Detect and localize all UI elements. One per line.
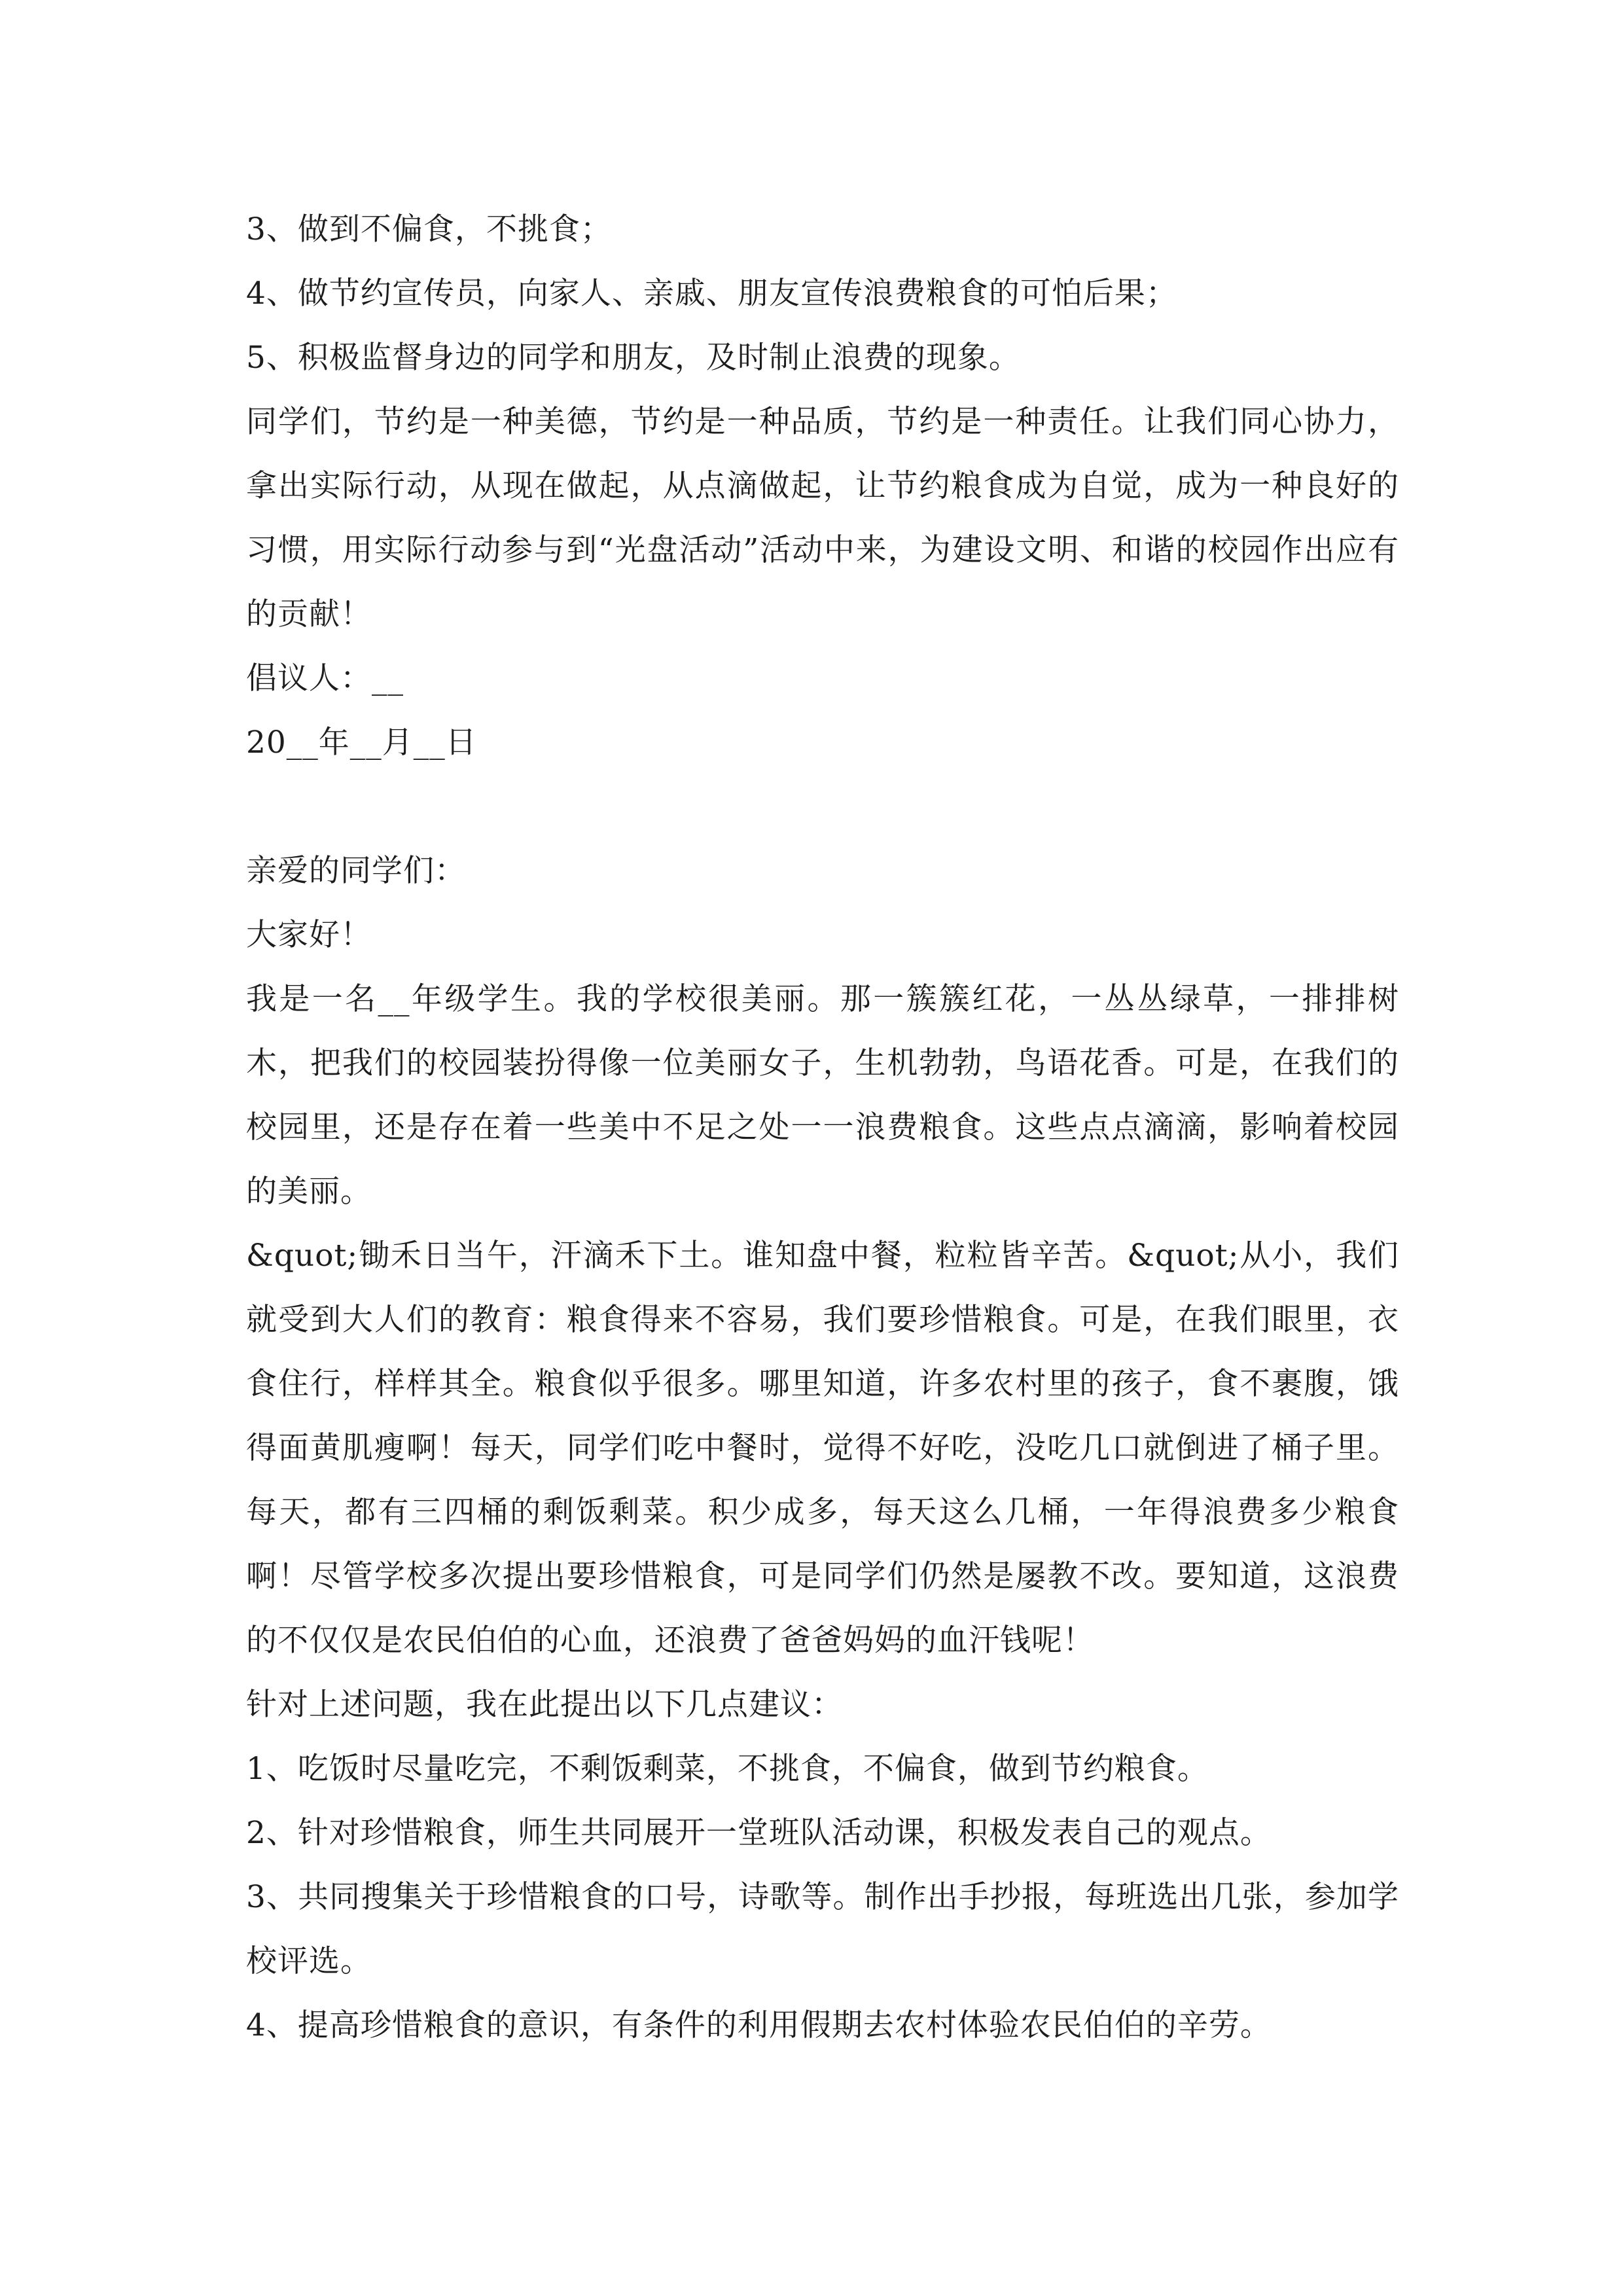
suggestion-item-1: 1、吃饭时尽量吃完，不剩饭剩菜，不挑食，不偏食，做到节约粮食。 <box>246 1751 1209 1787</box>
greeting: 大家好！ <box>246 917 372 953</box>
proposal-item-4: 4、做节约宣传员，向家人、亲戚、朋友宣传浪费粮食的可怕后果； <box>246 276 1177 312</box>
initiator-line: 倡议人：__ <box>246 660 404 696</box>
suggestions-heading: 针对上述问题，我在此提出以下几点建议： <box>246 1687 843 1723</box>
suggestion-item-2: 2、针对珍惜粮食，师生共同展开一堂班队活动课，积极发表自己的观点。 <box>246 1815 1272 1851</box>
intro-paragraph: 我是一名__年级学生。我的学校很美丽。那一簇簇红花，一丛丛绿草，一排排树木，把我们的校园装扮得像一位美丽女子，生机勃勃，鸟语花香。可是，在我们的校园里，还是存在着一些美中不足之处一一浪费粮食。这些点点滴滴，影响着校园的美丽。 <box>246 981 1399 1210</box>
date-line: 20__年__月__日 <box>246 725 477 761</box>
proposal-item-5: 5、积极监督身边的同学和朋友，及时制止浪费的现象。 <box>246 340 1020 376</box>
closing-paragraph: 同学们，节约是一种美德，节约是一种品质，节约是一种责任。让我们同心协力，拿出实际行动，从现在做起，从点滴做起，让节约粮食成为自觉，成为一种良好的习惯，用实际行动参与到“光盘活动”活动中来，为建设文明、和谐的校园作出应有的贡献！ <box>246 404 1399 632</box>
poem-paragraph: &quot;锄禾日当午，汗滴禾下土。谁知盘中餐，粒粒皆辛苦。&quot;从小，我们就受到大人们的教育：粮食得来不容易，我们要珍惜粮食。可是，在我们眼里，衣食住行，样样其全。粮食似乎很多。哪里知道，许多农村里的孩子，食不裹腹，饿得面黄肌瘦啊！每天，同学们吃中餐时，觉得不好吃，没吃几口就倒进了桶子里。每天，都有三四桶的剩饭剩菜。积少成多，每天这么几桶，一年得浪费多少粮食啊！尽管学校多次提出要珍惜粮食，可是同学们仍然是屡教不改。要知道，这浪费的不仅仅是农民伯伯的心血，还浪费了爸爸妈妈的血汗钱呢！ <box>246 1238 1399 1659</box>
document-body <box>246 198 1399 2058</box>
section-gap <box>246 775 1399 839</box>
suggestion-item-3: 3、共同搜集关于珍惜粮食的口号，诗歌等。制作出手抄报，每班选出几张，参加学校评选。 <box>246 1879 1399 1979</box>
salutation: 亲爱的同学们： <box>246 853 466 889</box>
suggestion-item-4: 4、提高珍惜粮食的意识，有条件的利用假期去农村体验农民伯伯的辛劳。 <box>246 2007 1272 2043</box>
proposal-item-3: 3、做到不偏食，不挑食； <box>246 211 612 247</box>
